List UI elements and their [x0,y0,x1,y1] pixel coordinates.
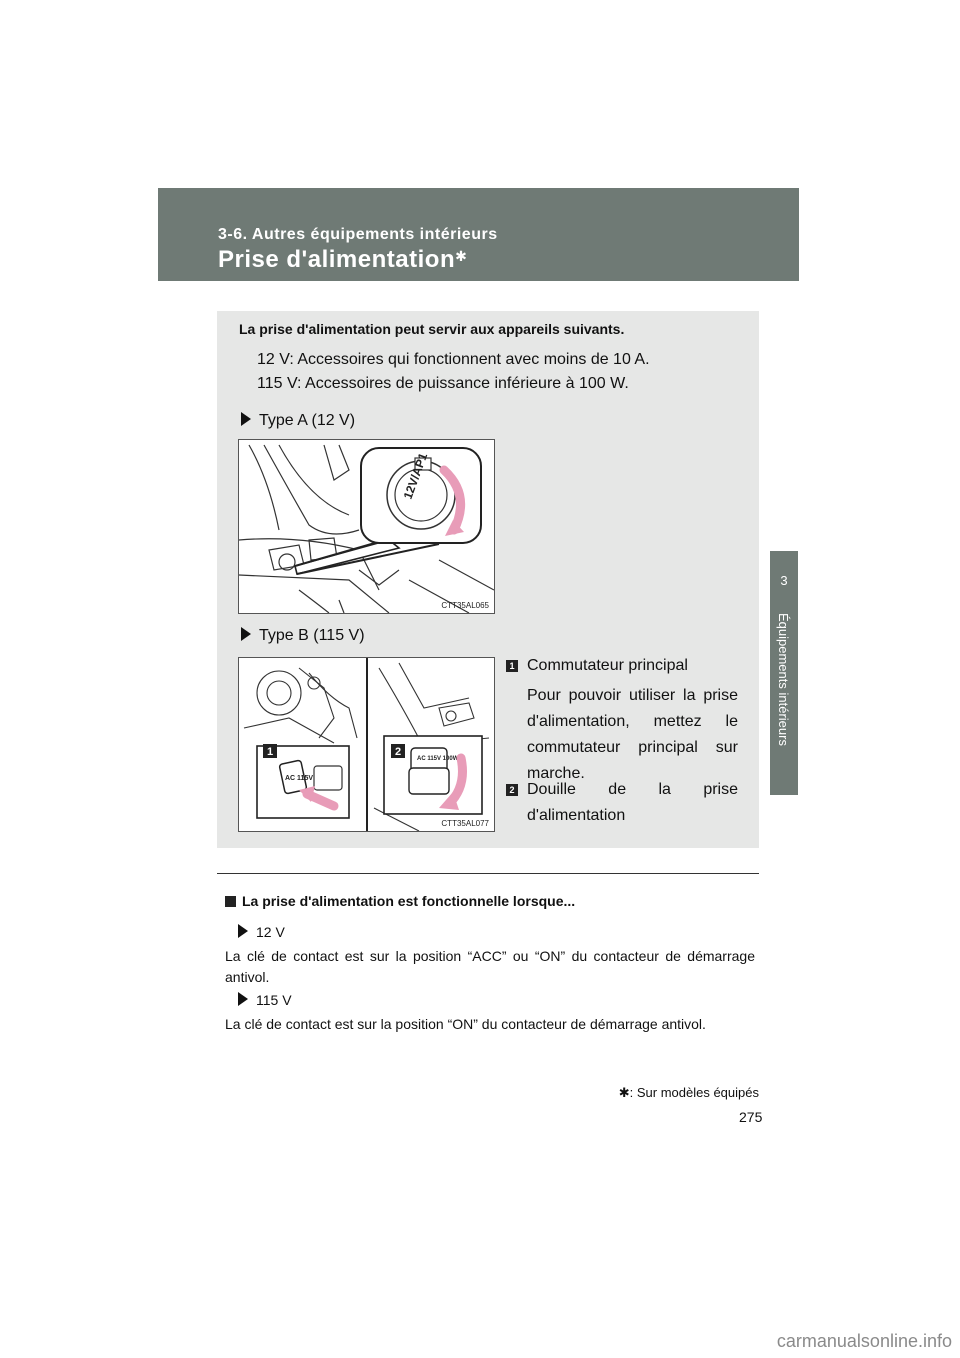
section-label: 3-6. Autres équipements intérieurs [218,226,498,243]
spec-12v: 12 V: Accessoires qui fonctionnent avec moins de 10 A. [257,351,650,368]
info-box [217,311,759,848]
case-115v-label [238,992,292,1008]
watermark-text: carmanualsonline.info [776,1331,952,1351]
legend-title-1: Commutateur principal [527,657,688,674]
legend-item-2 [506,777,738,829]
case-12v-text: 12 V [256,924,285,940]
type-b-illustration [239,658,494,831]
page-title-text: Prise d'alimentation [218,246,456,273]
page-number: 275 [739,1109,763,1125]
legend-badge-1: 1 [506,660,518,672]
figure-code-a: CTT35AL065 [441,601,489,610]
case-115v-paragraph: La clé de contact est sur la position “ON” du contacteur de démarrage antivol. [225,1016,706,1032]
case-12v-label [238,924,285,940]
switch-text: AC 115V [285,775,314,782]
section-divider [217,873,759,874]
type-b-text: Type B (115 V) [259,627,365,644]
triangle-bullet-icon [238,924,248,938]
page-title [218,246,467,274]
chapter-tab[interactable] [770,551,798,795]
title-asterisk: ✱ [455,248,468,264]
svg-text:2: 2 [394,746,402,758]
type-b-label [241,627,365,645]
header-band [158,188,799,281]
legend-badge-2: 2 [506,784,518,796]
socket-text: AC 115V 100W [417,756,459,762]
figure-code-b: CTT35AL077 [441,819,489,828]
type-a-label [241,412,355,430]
figure-type-b [238,657,495,832]
case-115v-text: 115 V [256,992,292,1008]
svg-text:1: 1 [266,746,274,758]
case-12v-paragraph: La clé de contact est sur la position “ACC” ou “ON” du contacteur de démarrage antivol. [225,948,755,985]
note-title [225,893,575,909]
type-a-illustration [239,440,494,613]
legend-detail-1: Pour pouvoir utiliser la prise d'alimentation, mettez le commutateur principal sur marche. [527,687,738,782]
legend-title-2: Douille de la prise d'alimentation [527,781,738,824]
intro-text: La prise d'alimentation peut servir aux appareils suivants. [239,321,625,337]
legend-item-1 [506,653,738,787]
chapter-number: 3 [780,573,788,588]
cap-text: 12V/AP1 [400,451,431,502]
watermark-bar [0,1328,960,1358]
triangle-bullet-icon [241,412,251,426]
spec-115v: 115 V: Accessoires de puissance inférieure à 100 W. [257,375,629,392]
chapter-name: Équipements intérieurs [776,613,791,746]
note-title-text: La prise d'alimentation est fonctionnelle lorsque... [242,893,576,909]
footnote: ✱: Sur modèles équipés [618,1085,759,1100]
type-a-text: Type A (12 V) [259,412,356,429]
figure-type-a [238,439,495,614]
square-bullet-icon [225,896,236,907]
triangle-bullet-icon [238,992,248,1006]
triangle-bullet-icon [241,627,251,641]
